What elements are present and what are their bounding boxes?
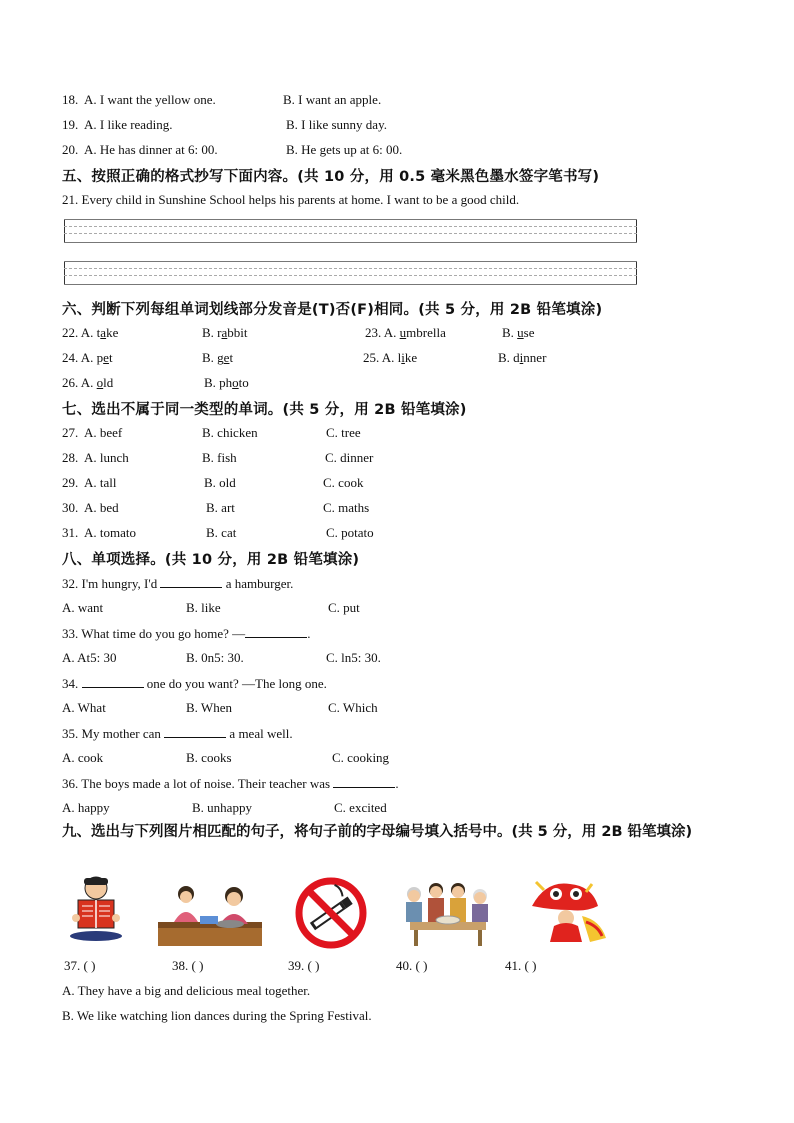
no-smoking-icon xyxy=(294,876,368,950)
q36-option-b[interactable]: B. unhappy xyxy=(192,800,252,815)
q40-answer[interactable]: 40. ( ) xyxy=(396,958,428,973)
q19-option-a[interactable]: A. I like reading. xyxy=(84,117,173,132)
q27-number: 27. xyxy=(62,425,79,440)
q31-option-c[interactable]: C. potato xyxy=(326,525,374,540)
q19-number: 19. xyxy=(62,117,79,132)
section-9-title: 九、选出与下列图片相匹配的句子，将句子前的字母编号填入括号中。(共 5 分，用 2B 铅笔填涂) xyxy=(62,824,693,840)
q29-number: 29. xyxy=(62,475,79,490)
q34-option-a[interactable]: A. What xyxy=(62,700,106,715)
q26-option-b[interactable]: B. photo xyxy=(204,375,249,390)
q30-option-c[interactable]: C. maths xyxy=(323,500,370,515)
q25-option-b[interactable]: B. dinner xyxy=(498,350,547,365)
section-6-title: 六、判断下列每组单词划线部分发音是(T)否(F)相同。(共 5 分，用 2B 铅笔填涂) xyxy=(62,302,603,318)
q22-option-a[interactable]: 22. A. take xyxy=(62,325,119,340)
q32-option-a[interactable]: A. want xyxy=(62,600,104,615)
sentence-a: A. They have a big and delicious meal together. xyxy=(62,983,311,998)
q34-blank[interactable] xyxy=(82,675,144,688)
q27-option-c[interactable]: C. tree xyxy=(326,425,361,440)
q34-stem: 34. one do you want? —The long one. xyxy=(62,676,327,691)
q35-blank[interactable] xyxy=(164,725,226,738)
handwriting-lines-2[interactable] xyxy=(64,261,637,285)
q33-stem: 33. What time do you go home? — . xyxy=(62,626,311,641)
q28-number: 28. xyxy=(62,450,79,465)
q35-stem: 35. My mother can a meal well. xyxy=(62,726,293,741)
q31-number: 31. xyxy=(62,525,79,540)
q26-option-a[interactable]: 26. A. old xyxy=(62,375,114,390)
q27-option-b[interactable]: B. chicken xyxy=(202,425,258,440)
q21-text: 21. Every child in Sunshine School helps his parents at home. I want to be a good child. xyxy=(62,192,520,207)
q34-option-b[interactable]: B. When xyxy=(186,700,232,715)
q33-option-c[interactable]: C. ln5: 30. xyxy=(326,650,381,665)
handwriting-lines-1[interactable] xyxy=(64,219,637,243)
q30-option-b[interactable]: B. art xyxy=(206,500,235,515)
q33-option-b[interactable]: B. 0n5: 30. xyxy=(186,650,244,665)
section-8-title: 八、单项选择。(共 10 分，用 2B 铅笔填涂) xyxy=(62,552,360,568)
q25-option-a[interactable]: 25. A. like xyxy=(363,350,418,365)
boy-reading-icon xyxy=(64,874,128,942)
q31-option-a[interactable]: A. tomato xyxy=(84,525,136,540)
children-cooking-icon xyxy=(158,882,262,946)
q30-number: 30. xyxy=(62,500,79,515)
q27-option-a[interactable]: A. beef xyxy=(84,425,123,440)
q18-option-b[interactable]: B. I want an apple. xyxy=(283,92,382,107)
q37-answer[interactable]: 37. ( ) xyxy=(64,958,96,973)
q35-option-b[interactable]: B. cooks xyxy=(186,750,232,765)
q32-option-b[interactable]: B. like xyxy=(186,600,221,615)
q32-stem: 32. I'm hungry, I'd a hamburger. xyxy=(62,576,294,591)
q35-option-a[interactable]: A. cook xyxy=(62,750,104,765)
lion-dance-icon xyxy=(526,876,610,946)
q35-option-c[interactable]: C. cooking xyxy=(332,750,390,765)
q18-option-a[interactable]: A. I want the yellow one. xyxy=(84,92,216,107)
sentence-b: B. We like watching lion dances during the Spring Festival. xyxy=(62,1008,372,1023)
q22-option-b[interactable]: B. rabbit xyxy=(202,325,248,340)
q28-option-c[interactable]: C. dinner xyxy=(325,450,374,465)
q36-option-a[interactable]: A. happy xyxy=(62,800,110,815)
q24-option-b[interactable]: B. get xyxy=(202,350,234,365)
q33-blank[interactable] xyxy=(245,625,307,638)
q38-answer[interactable]: 38. ( ) xyxy=(172,958,204,973)
q20-option-a[interactable]: A. He has dinner at 6: 00. xyxy=(84,142,218,157)
q41-answer[interactable]: 41. ( ) xyxy=(505,958,537,973)
q33-option-a[interactable]: A. At5: 30 xyxy=(62,650,117,665)
q34-option-c[interactable]: C. Which xyxy=(328,700,378,715)
q30-option-a[interactable]: A. bed xyxy=(84,500,119,515)
section-7-title: 七、选出不属于同一类型的单词。(共 5 分，用 2B 铅笔填涂) xyxy=(62,402,467,418)
section-5-title: 五、按照正确的格式抄写下面内容。(共 10 分，用 0.5 毫米黑色墨水签字笔书写) xyxy=(62,169,600,185)
q36-blank[interactable] xyxy=(333,775,395,788)
q29-option-c[interactable]: C. cook xyxy=(323,475,364,490)
q20-option-b[interactable]: B. He gets up at 6: 00. xyxy=(286,142,403,157)
q32-blank[interactable] xyxy=(160,575,222,588)
q36-option-c[interactable]: C. excited xyxy=(334,800,387,815)
q23-option-a[interactable]: 23. A. umbrella xyxy=(365,325,446,340)
q20-number: 20. xyxy=(62,142,79,157)
q32-option-c[interactable]: C. put xyxy=(328,600,360,615)
q36-stem: 36. The boys made a lot of noise. Their teacher was . xyxy=(62,776,399,791)
q23-option-b[interactable]: B. use xyxy=(502,325,535,340)
family-meal-icon xyxy=(400,880,496,946)
q18-number: 18. xyxy=(62,92,79,107)
q28-option-b[interactable]: B. fish xyxy=(202,450,237,465)
q29-option-b[interactable]: B. old xyxy=(204,475,236,490)
q39-answer[interactable]: 39. ( ) xyxy=(288,958,320,973)
q19-option-b[interactable]: B. I like sunny day. xyxy=(286,117,387,132)
q29-option-a[interactable]: A. tall xyxy=(84,475,117,490)
q24-option-a[interactable]: 24. A. pet xyxy=(62,350,113,365)
q31-option-b[interactable]: B. cat xyxy=(206,525,237,540)
q28-option-a[interactable]: A. lunch xyxy=(84,450,129,465)
